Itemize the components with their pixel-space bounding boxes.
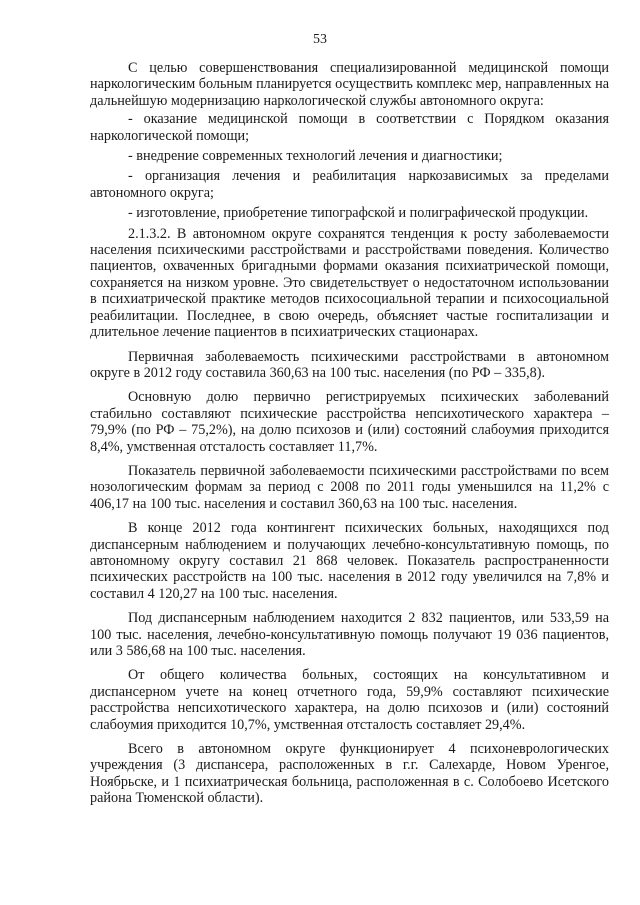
list-item: - внедрение современных технологий лечения и диагностики;: [128, 148, 503, 165]
paragraph: В конце 2012 года контингент психических больных, находящихся под диспансерным наблюдением и получающих лечебно-консультативную помощь, по автономному округу составил 21 868 человек. Показатель распространенности психических расстройств на 100 тыс. населения в 2012 году увеличился на 7,8% и составил 4 120,27 на 100 тыс. населения.: [90, 520, 609, 602]
paragraph-section-2-1-3-2: 2.1.3.2. В автономном округе сохранятся тенденция к росту заболеваемости населения психическими расстройствами и расстройствами поведения. Количество пациентов, охваченных бригадными формами оказания психиатрической помощи, сохраняется на низком уровне. Это свидетельствует о недостаточном использовании в психиатрической практике методов психосоциальной терапии и психосоциальной реабилитации. Последнее, в свою очередь, объясняет частые госпитализации и длительное лечение пациентов в психиатрических стационарах.: [90, 225, 609, 341]
document-body: [90, 60, 609, 815]
paragraph: От общего количества больных, состоящих на консультативном и диспансерном учете на конец отчетного года, 59,9% составляют психические расстройства непсихотического характера, на долю психозов и (или) состояний слабоумия приходится 10,7%, умственная отсталость составляет 29,4%.: [90, 667, 609, 733]
paragraph: Всего в автономном округе функционирует 4 психоневрологических учреждения (3 диспансера, расположенных в г.г. Салехарде, Новом Уренгое, Ноябрьске, и 1 психиатрическая больница, расположенная в с. Солобоево Исетского района Тюменской области).: [90, 741, 609, 807]
paragraph: Показатель первичной заболеваемости психическими расстройствами по всем нозологическим формам за период с 2008 по 2011 годы уменьшился на 11,2% с 406,17 на 100 тыс. населения и составил 360,63 на 100 тыс. населения.: [90, 462, 609, 512]
paragraph: Первичная заболеваемость психическими расстройствами в автономном округе в 2012 году составила 360,63 на 100 тыс. населения (по РФ – 335,8).: [90, 348, 609, 381]
list-item: - изготовление, приобретение типографской и полиграфической продукции.: [128, 205, 589, 222]
list-item: - оказание медицинской помощи в соответствии с Порядком оказания наркологической помощи;: [90, 111, 609, 144]
paragraph-intro: С целью совершенствования специализированной медицинской помощи наркологическим больным планируется осуществить комплекс мер, направленных на дальнейшую модернизацию наркологической службы автономного округа:: [90, 60, 609, 109]
page-number: 53: [313, 32, 327, 47]
paragraph: Основную долю первично регистрируемых психических заболеваний стабильно составляют психические расстройства непсихотического характера – 79,9% (по РФ – 75,2%), на долю психозов и (или) состояний слабоумия приходится 8,4%, умственная отсталость составляет 11,7%.: [90, 389, 609, 455]
list-item: - организация лечения и реабилитация наркозависимых за пределами автономного округа;: [90, 168, 609, 201]
paragraph: Под диспансерным наблюдением находится 2 832 пациентов, или 533,59 на 100 тыс. населения, лечебно-консультативную помощь получают 19 036 пациентов, или 3 586,68 на 100 тыс. населения.: [90, 610, 609, 659]
